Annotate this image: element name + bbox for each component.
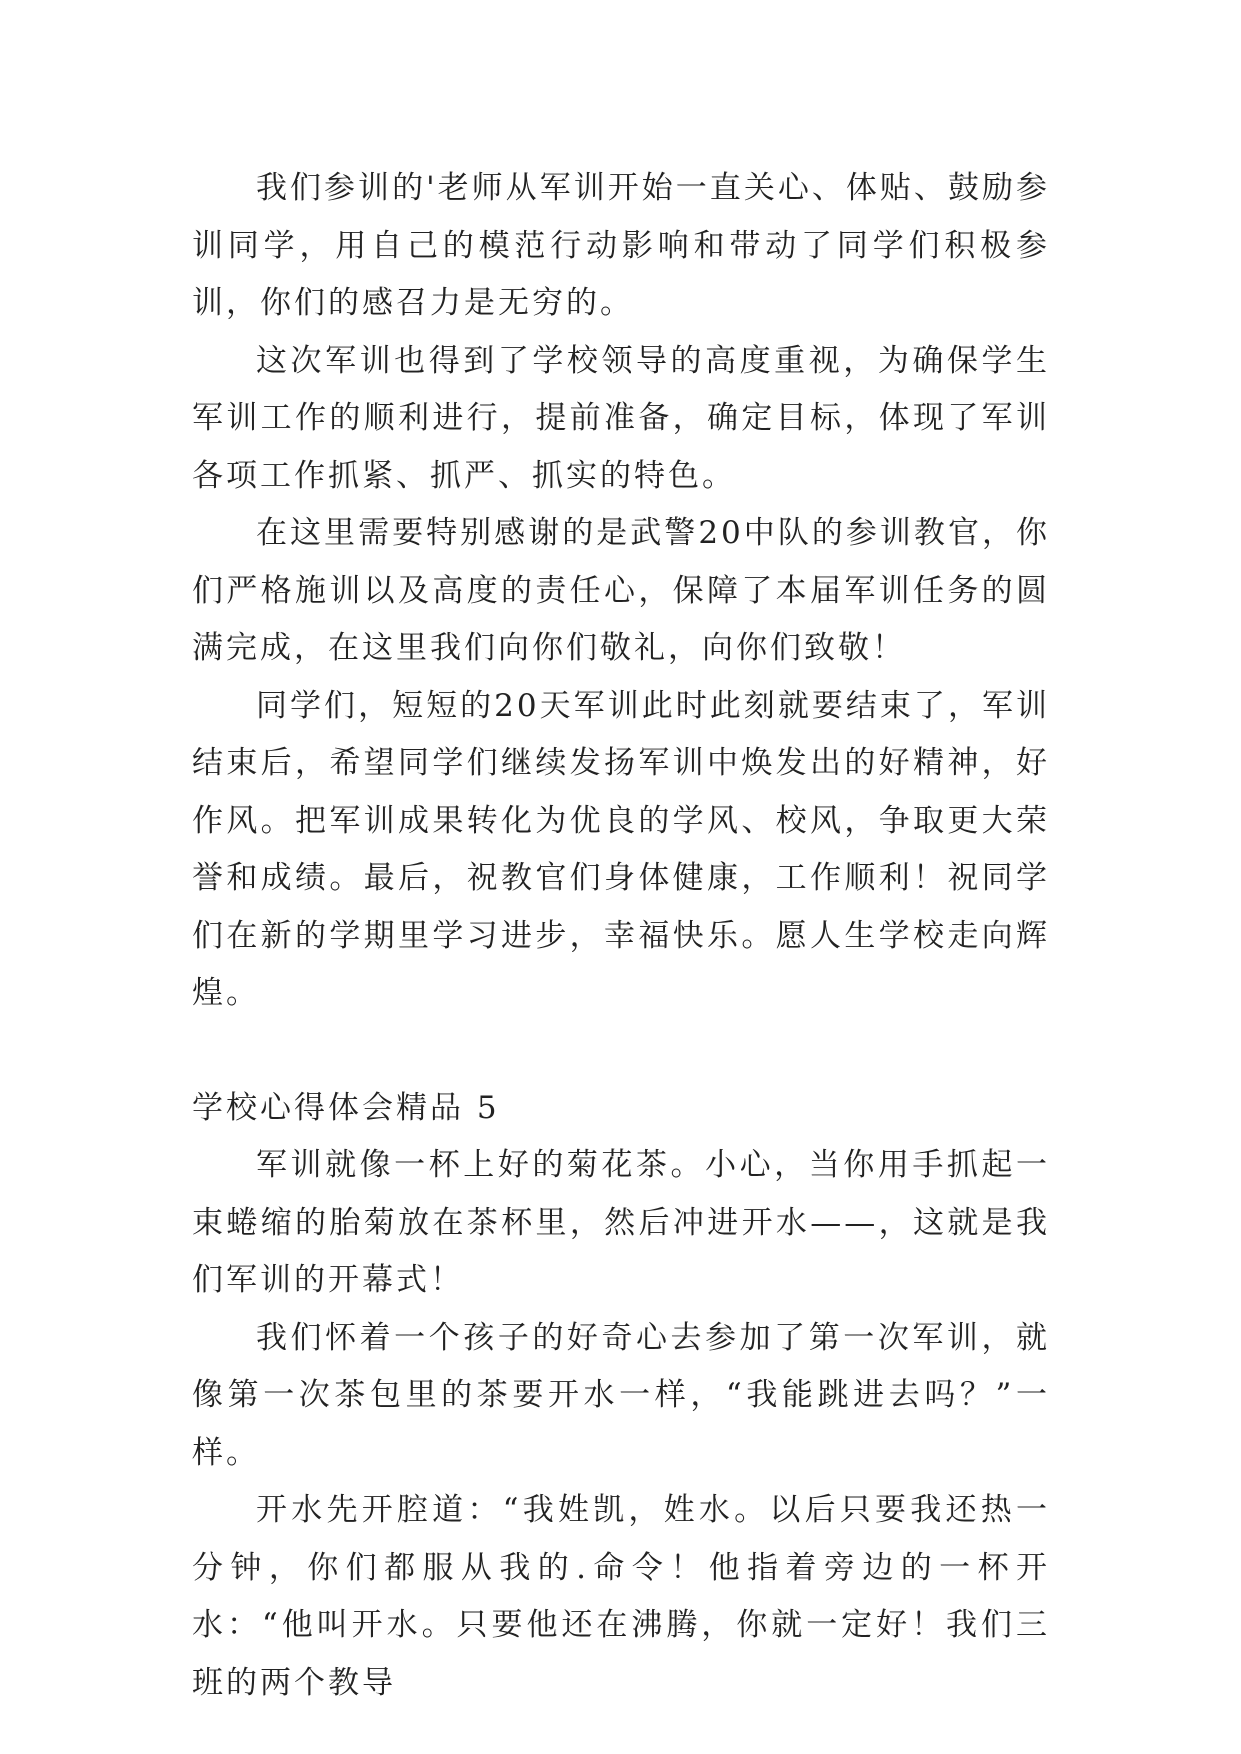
paragraph-teachers: 我们参训的'老师从军训开始一直关心、体贴、鼓励参训同学，用自己的模范行动影响和带动了同学们积极参训，你们的感召力是无穷的。 <box>192 170 1050 321</box>
paragraph-boiling-water: 开水先开腔道：“我姓凯，姓水。以后只要我还热一分钟，你们都服从我的.命令！他指着旁边的一杯开水：“他叫开水。只要他还在沸腾，你就一定好！我们三班的两个教导 <box>192 1492 1050 1701</box>
paragraph-curiosity: 我们怀着一个孩子的好奇心去参加了第一次军训，就像第一次茶包里的茶要开水一样，“我能跳进去吗？”一样。 <box>192 1319 1050 1471</box>
paragraph-instructors: 在这里需要特别感谢的是武警20中队的参训教官，你们严格施训以及高度的责任心，保障了本届军训任务的圆满完成，在这里我们向你们敬礼，向你们致敬！ <box>192 515 1050 666</box>
document-page <box>192 160 1050 1712</box>
paragraph-tea-metaphor: 军训就像一杯上好的菊花茶。小心，当你用手抓起一束蜷缩的胎菊放在茶杯里，然后冲进开水——，这就是我们军训的开幕式！ <box>192 1147 1050 1298</box>
section-heading: 学校心得体会精品 5 <box>192 1089 500 1126</box>
paragraph-closing: 同学们，短短的20天军训此时此刻就要结束了，军训结束后，希望同学们继续发扬军训中焕发出的好精神，好作风。把军训成果转化为优良的学风、校风，争取更大荣誉和成绩。最后，祝教官们身体健康，工作顺利！祝同学们在新的学期里学习进步，幸福快乐。愿人生学校走向辉煌。 <box>192 687 1050 1011</box>
paragraph-leadership: 这次军训也得到了学校领导的高度重视，为确保学生军训工作的顺利进行，提前准备，确定目标，体现了军训各项工作抓紧、抓严、抓实的特色。 <box>192 342 1050 494</box>
